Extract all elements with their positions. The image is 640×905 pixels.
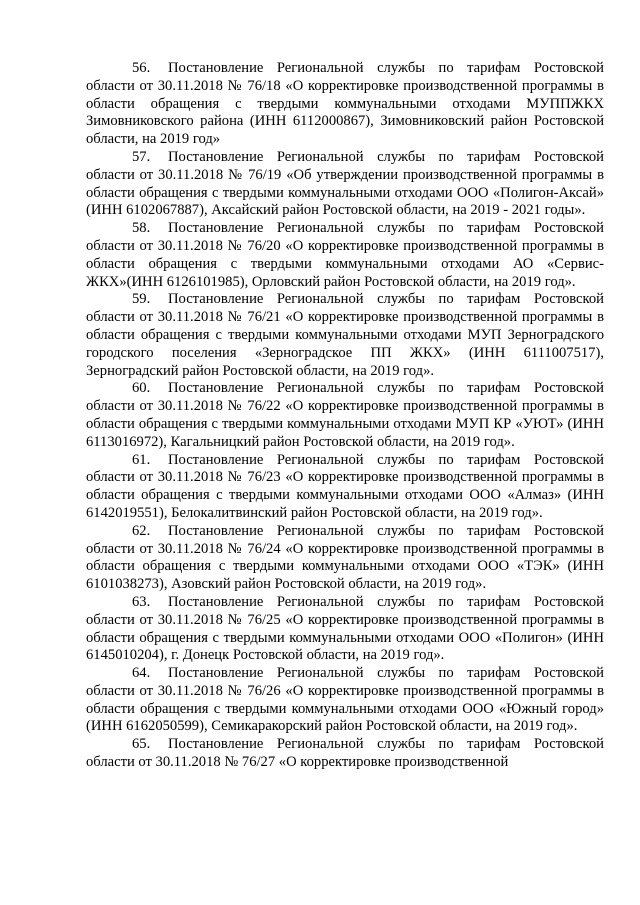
document-page [86,60,604,772]
item-text: Постановление Региональной службы по тарифам Ростовской области от 30.11.2018 № 76/25 «О корректировке производственной программы в области обращения с твердыми коммунальными отходами ООО «Полигон» (ИНН 6145010204), г. Донецк Ростовской области, на 2019 год». [86,593,604,664]
item-text: Постановление Региональной службы по тарифам Ростовской области от 30.11.2018 № 76/18 «О корректировке производственной программы в области обращения с твердыми коммунальными отходами МУППЖКХ Зимовниковского района (ИНН 6112000867), Зимовниковский район Ростовской области, на 2019 год» [86,60,604,148]
item-number: 62. [132,522,151,539]
list-item [86,60,604,149]
item-number: 60. [132,380,151,397]
item-text: Постановление Региональной службы по тарифам Ростовской области от 30.11.2018 № 76/20 «О корректировке производственной программы в области обращения с твердыми коммунальными отходами АО «Сервис-ЖКХ»(ИНН 6126101985), Орловский район Ростовской области, на 2019 год». [86,220,604,290]
item-text: Постановление Региональной службы по тарифам Ростовской области от 30.11.2018 № 76/26 «О корректировке производственной программы в области обращения с твердыми коммунальными отходами ООО «Южный город» (ИНН 6162050599), Семикаракорский район Ростовской области, на 2019 год». [86,665,604,735]
item-number: 58. [132,220,151,237]
list-item [86,594,604,665]
item-text: Постановление Региональной службы по тарифам Ростовской области от 30.11.2018 № 76/24 «О корректировке производственной программы в области обращения с твердыми коммунальными отходами ООО «ТЭК» (ИНН 6101038273), Азовский район Ростовской области, на 2019 год». [86,522,604,593]
list-item [86,220,604,291]
item-number: 59. [132,291,151,308]
item-number: 63. [132,593,151,610]
list-item [86,452,604,523]
item-number: 65. [132,736,151,753]
list-item [86,291,604,380]
item-number: 64. [132,665,151,682]
item-number: 56. [132,60,151,76]
item-text: Постановление Региональной службы по тарифам Ростовской области от 30.11.2018 № 76/27 «О корректировке производственной [86,736,604,771]
item-number: 61. [132,451,151,468]
item-number: 57. [132,148,151,165]
item-text: Постановление Региональной службы по тарифам Ростовской области от 30.11.2018 № 76/19 «Об утверждении производственной программы в области обращения с твердыми коммунальными отходами ООО «Полигон-Аксай» (ИНН 6102067887), Аксайский район Ростовской области, на 2019 - 2021 годы». [86,148,604,219]
list-item [86,149,604,220]
list-item [86,380,604,451]
list-item [86,736,604,772]
item-text: Постановление Региональной службы по тарифам Ростовской области от 30.11.2018 № 76/23 «О корректировке производственной программы в области обращения с твердыми коммунальными отходами ООО «Алмаз» (ИНН 6142019551), Белокалитвинский район Ростовской области, на 2019 год». [86,451,604,521]
item-text: Постановление Региональной службы по тарифам Ростовской области от 30.11.2018 № 76/22 «О корректировке производственной программы в области обращения с твердыми коммунальными отходами МУП КР «УЮТ» (ИНН 6113016972), Кагальницкий район Ростовской области, на 2019 год». [86,380,604,450]
list-item [86,523,604,594]
item-text: Постановление Региональной службы по тарифам Ростовской области от 30.11.2018 № 76/21 «О корректировке производственной программы в области обращения с твердыми коммунальными отходами МУП Зерноградского городского поселения «Зерноградское ПП ЖКХ» (ИНН 6111007517), Зерноградский район Ростовской области, на 2019 год». [86,291,604,379]
list-item [86,665,604,736]
